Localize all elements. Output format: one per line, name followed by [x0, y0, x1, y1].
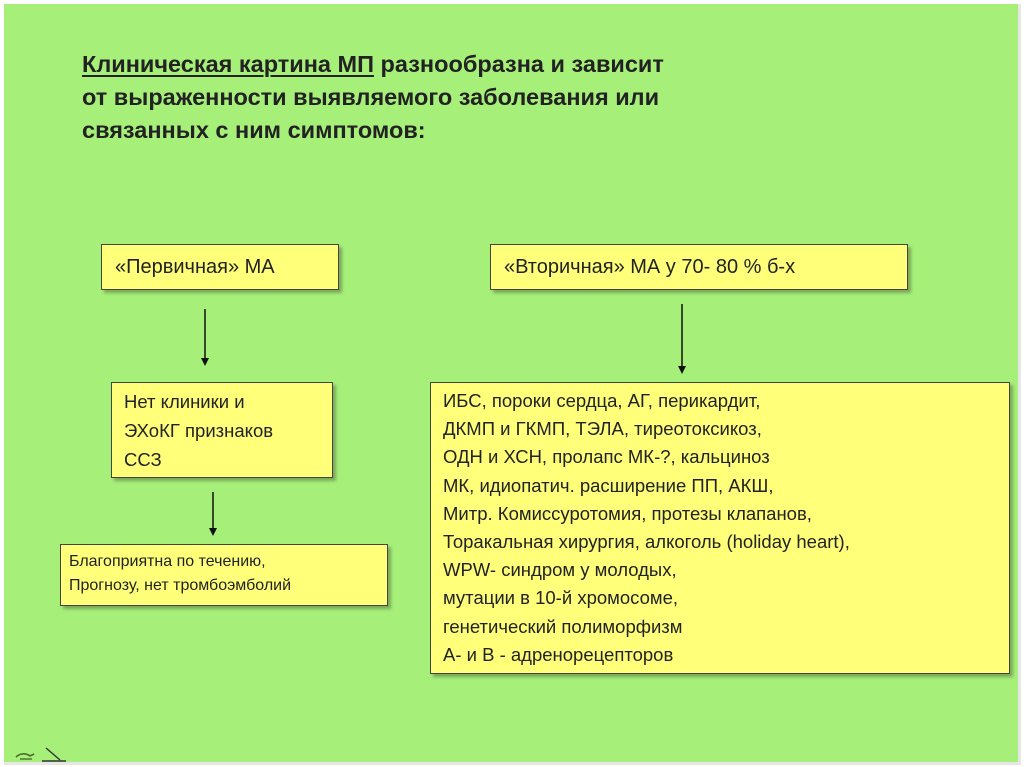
- cause-line: генетический полиморфизм: [443, 615, 683, 637]
- slide: [4, 4, 1021, 765]
- cause-line: МК, идиопатич. расширение ПП, АКШ,: [443, 474, 774, 496]
- cause-line: мутации в 10-й хромосоме,: [443, 587, 679, 609]
- prognosis-line: Благоприятна по течению,: [69, 553, 266, 570]
- cause-line: WPW- синдром у молодых,: [443, 559, 677, 581]
- cause-line: ОДН и ХСН, пролапс МК-?, кальциноз: [443, 446, 770, 468]
- no-clinic-line: ЭХоКГ признаков: [124, 420, 274, 441]
- cause-line: ИБС, пороки сердца, АГ, перикардит,: [443, 390, 761, 411]
- title-line-3: связанных с ним симптомов:: [82, 117, 426, 143]
- prognosis-line: Прогнозу, нет тромбоэмболий: [69, 577, 292, 594]
- title-underlined-phrase: Клиническая картина МП: [82, 51, 374, 77]
- connector-arrows: [4, 4, 1018, 762]
- no-clinic-line: Нет клиники и: [124, 391, 245, 412]
- secondary-af-label: «Вторичная» МА у 70- 80 % б-х: [504, 256, 796, 278]
- cause-line: А- и В - адренорецепторов: [443, 643, 674, 665]
- title-line-2: от выраженности выявляемого заболевания или: [82, 84, 660, 110]
- no-clinic-line: ССЗ: [124, 449, 162, 470]
- cause-line: Торакальная хирургия, алкоголь (holiday heart),: [443, 531, 850, 553]
- cause-line: Митр. Комиссуротомия, протезы клапанов,: [443, 502, 812, 524]
- slide-navigation-icon[interactable]: [12, 744, 70, 764]
- cause-line: ДКМП и ГКМП, ТЭЛА, тиреотоксикоз,: [443, 418, 762, 440]
- primary-af-label: «Первичная» МА: [115, 256, 275, 278]
- title-line-1-rest: разнообразна и зависит: [374, 51, 664, 77]
